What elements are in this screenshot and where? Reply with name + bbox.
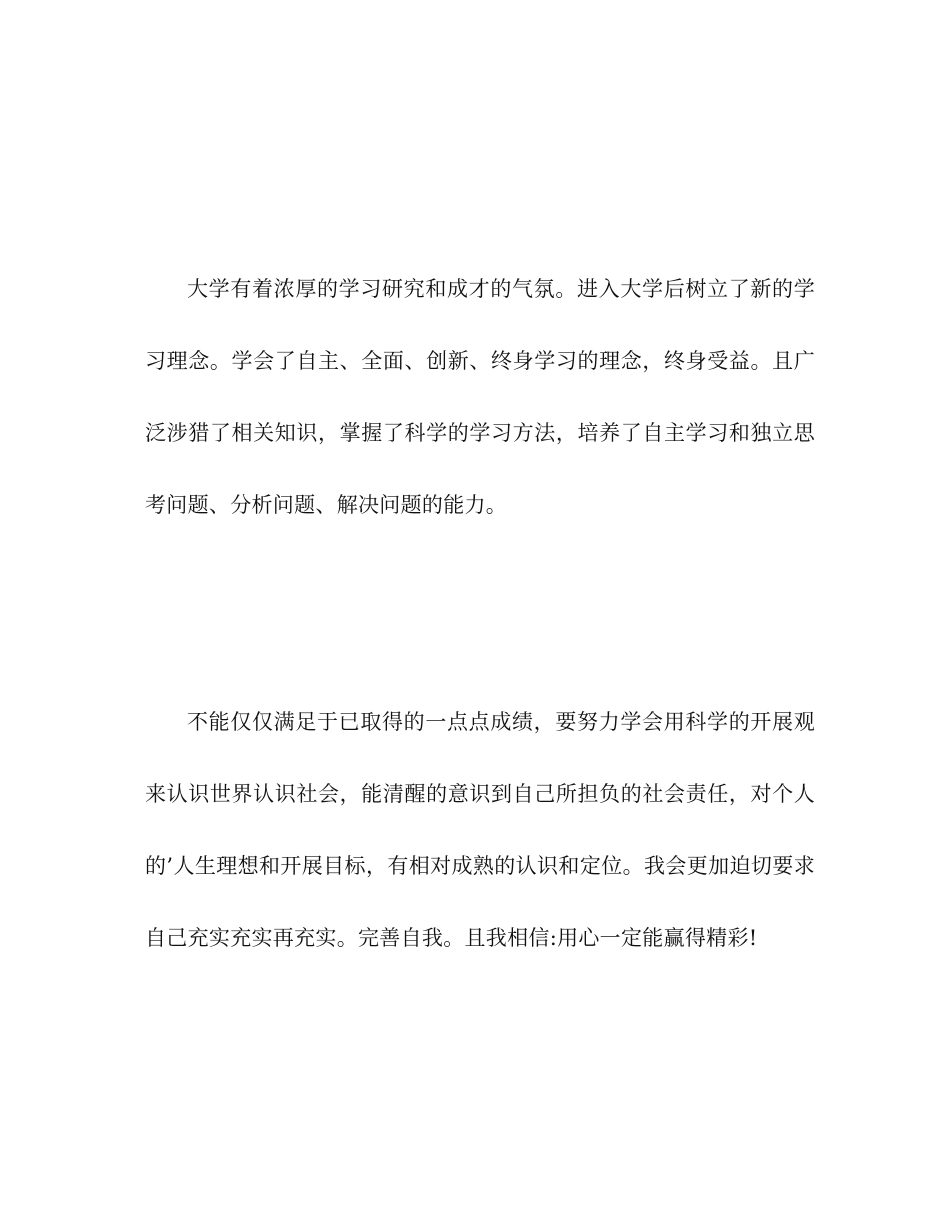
paragraph-1: 大学有着浓厚的学习研究和成才的气氛。进入大学后树立了新的学习理念。学会了自主、全面、创新、终身学习的理念，终身受益。且广泛涉猎了相关知识，掌握了科学的学习方法，培养了自主学习和独立思考问题、分析问题、解决问题的能力。 xyxy=(145,277,815,517)
paragraph-2: 不能仅仅满足于已取得的一点点成绩，要努力学会用科学的开展观来认识世界认识社会，能清醒的意识到自己所担负的社会责任，对个人的’人生理想和开展目标，有相对成熟的认识和定位。我会更加迫切要求自己充实充实再充实。完善自我。且我相信:用心一定能赢得精彩! xyxy=(145,710,815,950)
